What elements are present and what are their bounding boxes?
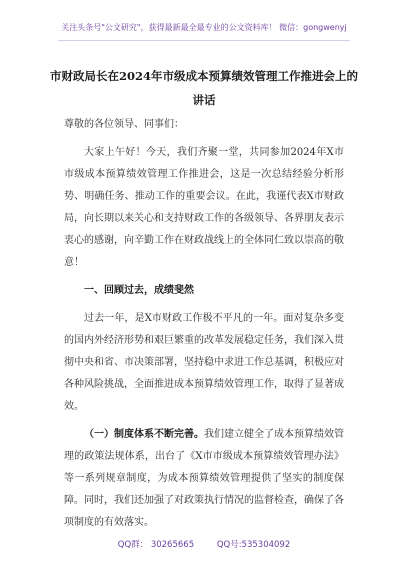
salutation: 尊敬的各位领导、同事们： xyxy=(64,119,184,130)
footer-qq-number: QQ号:535304092 xyxy=(216,540,291,550)
subsection-text: 我们建立健全了成本预算绩效管理的政策法规体系，出台了《X市市级成本预算绩效管理办法》等一系列规章制度，为成本预算绩效管理提供了坚实的制度保障。同时，我们还加强了对政策执行情况的监督检查，确保了各项制度的有效落实。 xyxy=(64,429,344,528)
subsection-lead: （一）制度体系不断完善。 xyxy=(84,429,204,440)
header-divider xyxy=(58,40,350,41)
footer xyxy=(0,538,408,550)
subsection-paragraph xyxy=(64,424,344,534)
footer-qq-group: QQ群： 30265665 xyxy=(117,540,195,550)
section-heading: 一、回顾过去，成绩斐然 xyxy=(84,285,194,296)
document-title: 市财政局长在2024年市级成本预算绩效管理工作推进会上的讲话 xyxy=(49,69,358,107)
section-paragraph: 过去一年，是X市财政工作极不平凡的一年。面对复杂多变的国内外经济形势和艰巨繁重的改革发展稳定任务，我们深入贯彻中央和省、市决策部署，坚持稳中求进工作总基调，积极应对各种风险挑战，全面推进成本预算绩效管理工作，取得了显著成效。 xyxy=(64,313,344,412)
header-note: 关注头条号"公文研究"，获得最新最全最专业的公文资料库！ 微信：gongwenyj xyxy=(61,23,347,32)
document-body xyxy=(64,114,344,540)
opening-paragraph: 大家上午好！今天，我们齐聚一堂，共同参加2024年X市市级成本预算绩效管理工作推进会，这是一次总结经验分析形势、明确任务、推动工作的重要会议。在此，我谨代表X市财政局，向长期以来关心和支持财政工作的各级领导、各界朋友表示衷心的感谢，向辛勤工作在财政战线上的全体同仁致以崇高的敬意！ xyxy=(64,147,344,268)
